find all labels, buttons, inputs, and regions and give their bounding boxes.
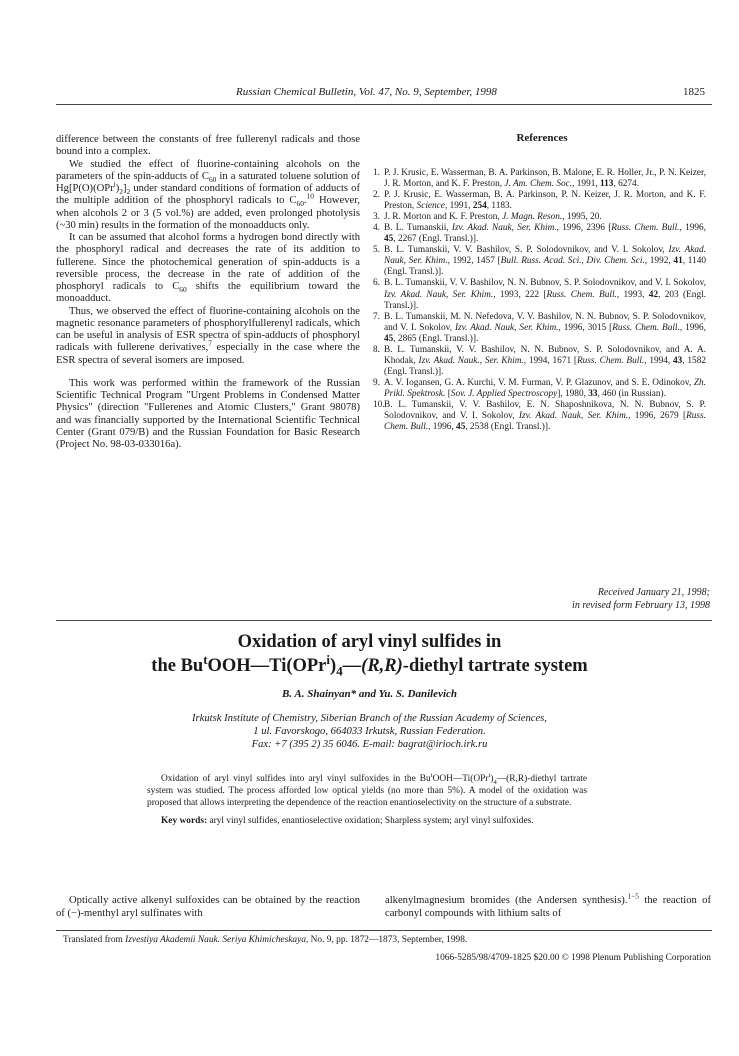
abstract — [147, 773, 587, 827]
footer-rule — [56, 930, 712, 931]
reference-item: 9. A. V. Iogansen, G. A. Kurchi, V. M. Furman, V. P. Glazunov, and S. E. Odinokov, Zh. Prikl. Spektrosk. [Sov. J. Applied Spectroscopy], 1980, 33, 460 (in Russian). — [373, 377, 706, 399]
article-separator-rule — [56, 620, 712, 621]
authors: B. A. Shainyan* and Yu. S. Danilevich — [281, 688, 458, 700]
issn-line: 1066-5285/98/4709-1825 $20.00 © 1998 Plenum Publishing Corporation — [435, 953, 711, 963]
page-number: 1825 — [683, 86, 705, 98]
reference-item: 3. J. R. Morton and K. F. Preston, J. Magn. Reson., 1995, 20. — [373, 212, 602, 223]
reference-item: 8. B. L. Tumanskii, V. V. Bashilov, N. N. Bubnov, S. P. Solodovnikov, and A. A. Khodak, Izv. Akad. Nauk., Ser. Khim., 1994, 1671 [Russ. Chem. Bull., 1994, 43, 1582 (Engl. Transl.)]. — [373, 344, 706, 377]
reference-item: 4. B. L. Tumanskii, Izv. Akad. Nauk, Ser. Khim., 1996, 2396 [Russ. Chem. Bull., 1996, 45, 2267 (Engl. Transl.)]. — [373, 223, 706, 245]
affiliation: Irkutsk Institute of Chemistry, Siberian Branch of the Russian Academy of Sciences, 1 ul. Favorskogo, 664033 Irkutsk, Russian Federation. Fax: +7 (395 2) 35 6046. E-mail: bagrat@irioch.irk.ru — [192, 713, 547, 750]
article-title: Oxidation of aryl vinyl sulfides in the $Bu^tOOH—Ti(OPr^i)_4—(R,R)$-diethyl tartrate system — [151, 632, 588, 679]
paragraph: We studied the effect of fluorine-containing alcohols on the parameters of the spin-adducts of $C_{60}$ in a saturated toluene solution of $Hg[P(O)(OPr^i)_2]_2$ under standard conditions of formation of adducts of the multiple addition of the phosphoryl radicals to $C_{60}.^{10}$ However, when alcohols 2 or 3 (5 vol.%) are added, even prolonged photolysis (~30 min) results in the formation of the monoadducts only. — [56, 158, 361, 231]
reference-item: 1. P. J. Krusic, E. Wasserman, B. A. Parkinson, B. Malone, E. R. Holler, Jr., P. N. Keizer, J. R. Morton, and K. F. Preston, J. Am. Chem. Soc., 1991, 113, 6274. — [373, 168, 706, 190]
paragraph: It can be assumed that alcohol forms a hydrogen bond directly with the phosphoryl radical and decreases the rate of its addition to fullerene. Since the photochemical generation of spin-adducts is a reversible process, the decrease in the rate of addition of the phosphoryl radicals to $C_{60}$ shifts the equilibrium toward the monoadduct. — [56, 232, 360, 305]
keywords: Key words: aryl vinyl sulfides, enantioselective oxidation; Sharpless system; aryl vinyl sulfoxides. — [161, 816, 534, 826]
header-rule — [56, 104, 712, 105]
body-text-right: alkenylmagnesium bromides (the Andersen synthesis).$^{1-5}$ the reaction of carbonyl compounds with lithium salts of — [385, 891, 711, 919]
running-head — [0, 86, 739, 102]
reference-item: 2. P. J. Krusic, E. Wasserman, B. A. Parkinson, P. N. Keizer, J. R. Morton, and K. F. Preston, Science, 1991, 254, 1183. — [373, 190, 706, 212]
received-dates: Received January 21, 1998; in revised form February 13, 1998 — [572, 587, 710, 611]
reference-item: 5. B. L. Tumanskii, V. V. Bashilov, S. P. Solodovnikov, and V. I. Sokolov, Izv. Akad. Nauk, Ser. Khim., 1992, 1457 [Bull. Russ. Acad. Sci., Div. Chem. Sci., 1992, 41, 1140 (Engl. Transl.)]. — [373, 245, 707, 278]
references-heading: References — [516, 132, 568, 144]
abstract-text: Oxidation of aryl vinyl sulfides into aryl vinyl sulfoxides in the $Bu^tOOH—Ti(OPr^i)_4—(R,R)$-diethyl tartrate system was studied. The process afforded low optical yields (no more than 5%). A model of the oxidation was proposed that allows interpreting the dependence of the reaction enantioselectivity on the structure of a substrate. — [147, 771, 587, 808]
reference-item: 10. B. L. Tumanskii, V. V. Bashilov, E. N. Shaposhnikova, N. N. Bubnov, S. P. Solodovnikov, and V. I. Sokolov, Izv. Akad. Nauk, Ser. Khim., 1996, 2679 [Russ. Chem. Bull., 1996, 45, 2538 (Engl. Transl.)]. — [373, 399, 706, 433]
journal-citation: Russian Chemical Bulletin, Vol. 47, No. 9, September, 1998 — [236, 86, 497, 98]
paragraph: difference between the constants of free fullerenyl radicals and those bound into a complex. — [56, 134, 360, 158]
acknowledgment-paragraph: This work was performed within the framework of the Russian Scientific Technical Program "Urgent Problems in Condensed Matter Physics" (direction "Fullerenes and Atomic Clusters," Grant 98078) and was financially supported by the International Scientific Technical Center (Grant 079/B) and the Russian Foundation for Basic Research (Project No. 98-03-033016a). — [56, 377, 360, 450]
left-column — [56, 134, 360, 451]
reference-item: 7. B. L. Tumanskii, M. N. Nefedova, V. V. Bashilov, N. N. Bubnov, S. P. Solodovnikov, and V. I. Sokolov, Izv. Akad. Nauk, Ser. Khim., 1996, 3015 [Russ. Chem. Bull., 1996, 45, 2865 (Engl. Transl.)]. — [373, 311, 706, 344]
references-list — [373, 168, 706, 433]
paragraph: Thus, we observed the effect of fluorine-containing alcohols on the magnetic resonance parameters of phosphorylfullerenyl radicals, which can be useful in analysis of ESR spectra of spin-adducts of phosphoryl radicals with fullerene derivatives,$^7$ especially in the case where the ESR spectra of several isomers are imposed. — [56, 305, 360, 366]
body-text-left: Optically active alkenyl sulfoxides can be obtained by the reaction of (−)-menthyl aryl sulfinates with — [56, 895, 360, 919]
translation-note: Translated from Izvestiya Akademii Nauk. Seriya Khimicheskaya, No. 9, pp. 1872—1873, September, 1998. — [63, 935, 468, 945]
reference-item: 6. B. L. Tumanskii, V. V. Bashilov, N. N. Bubnov, S. P. Solodovnikov, and V. I. Sokolov, Izv. Akad. Nauk, Ser. Khim., 1993, 222 [Russ. Chem. Bull., 1993, 42, 203 (Engl. Transl.)]. — [373, 278, 707, 311]
